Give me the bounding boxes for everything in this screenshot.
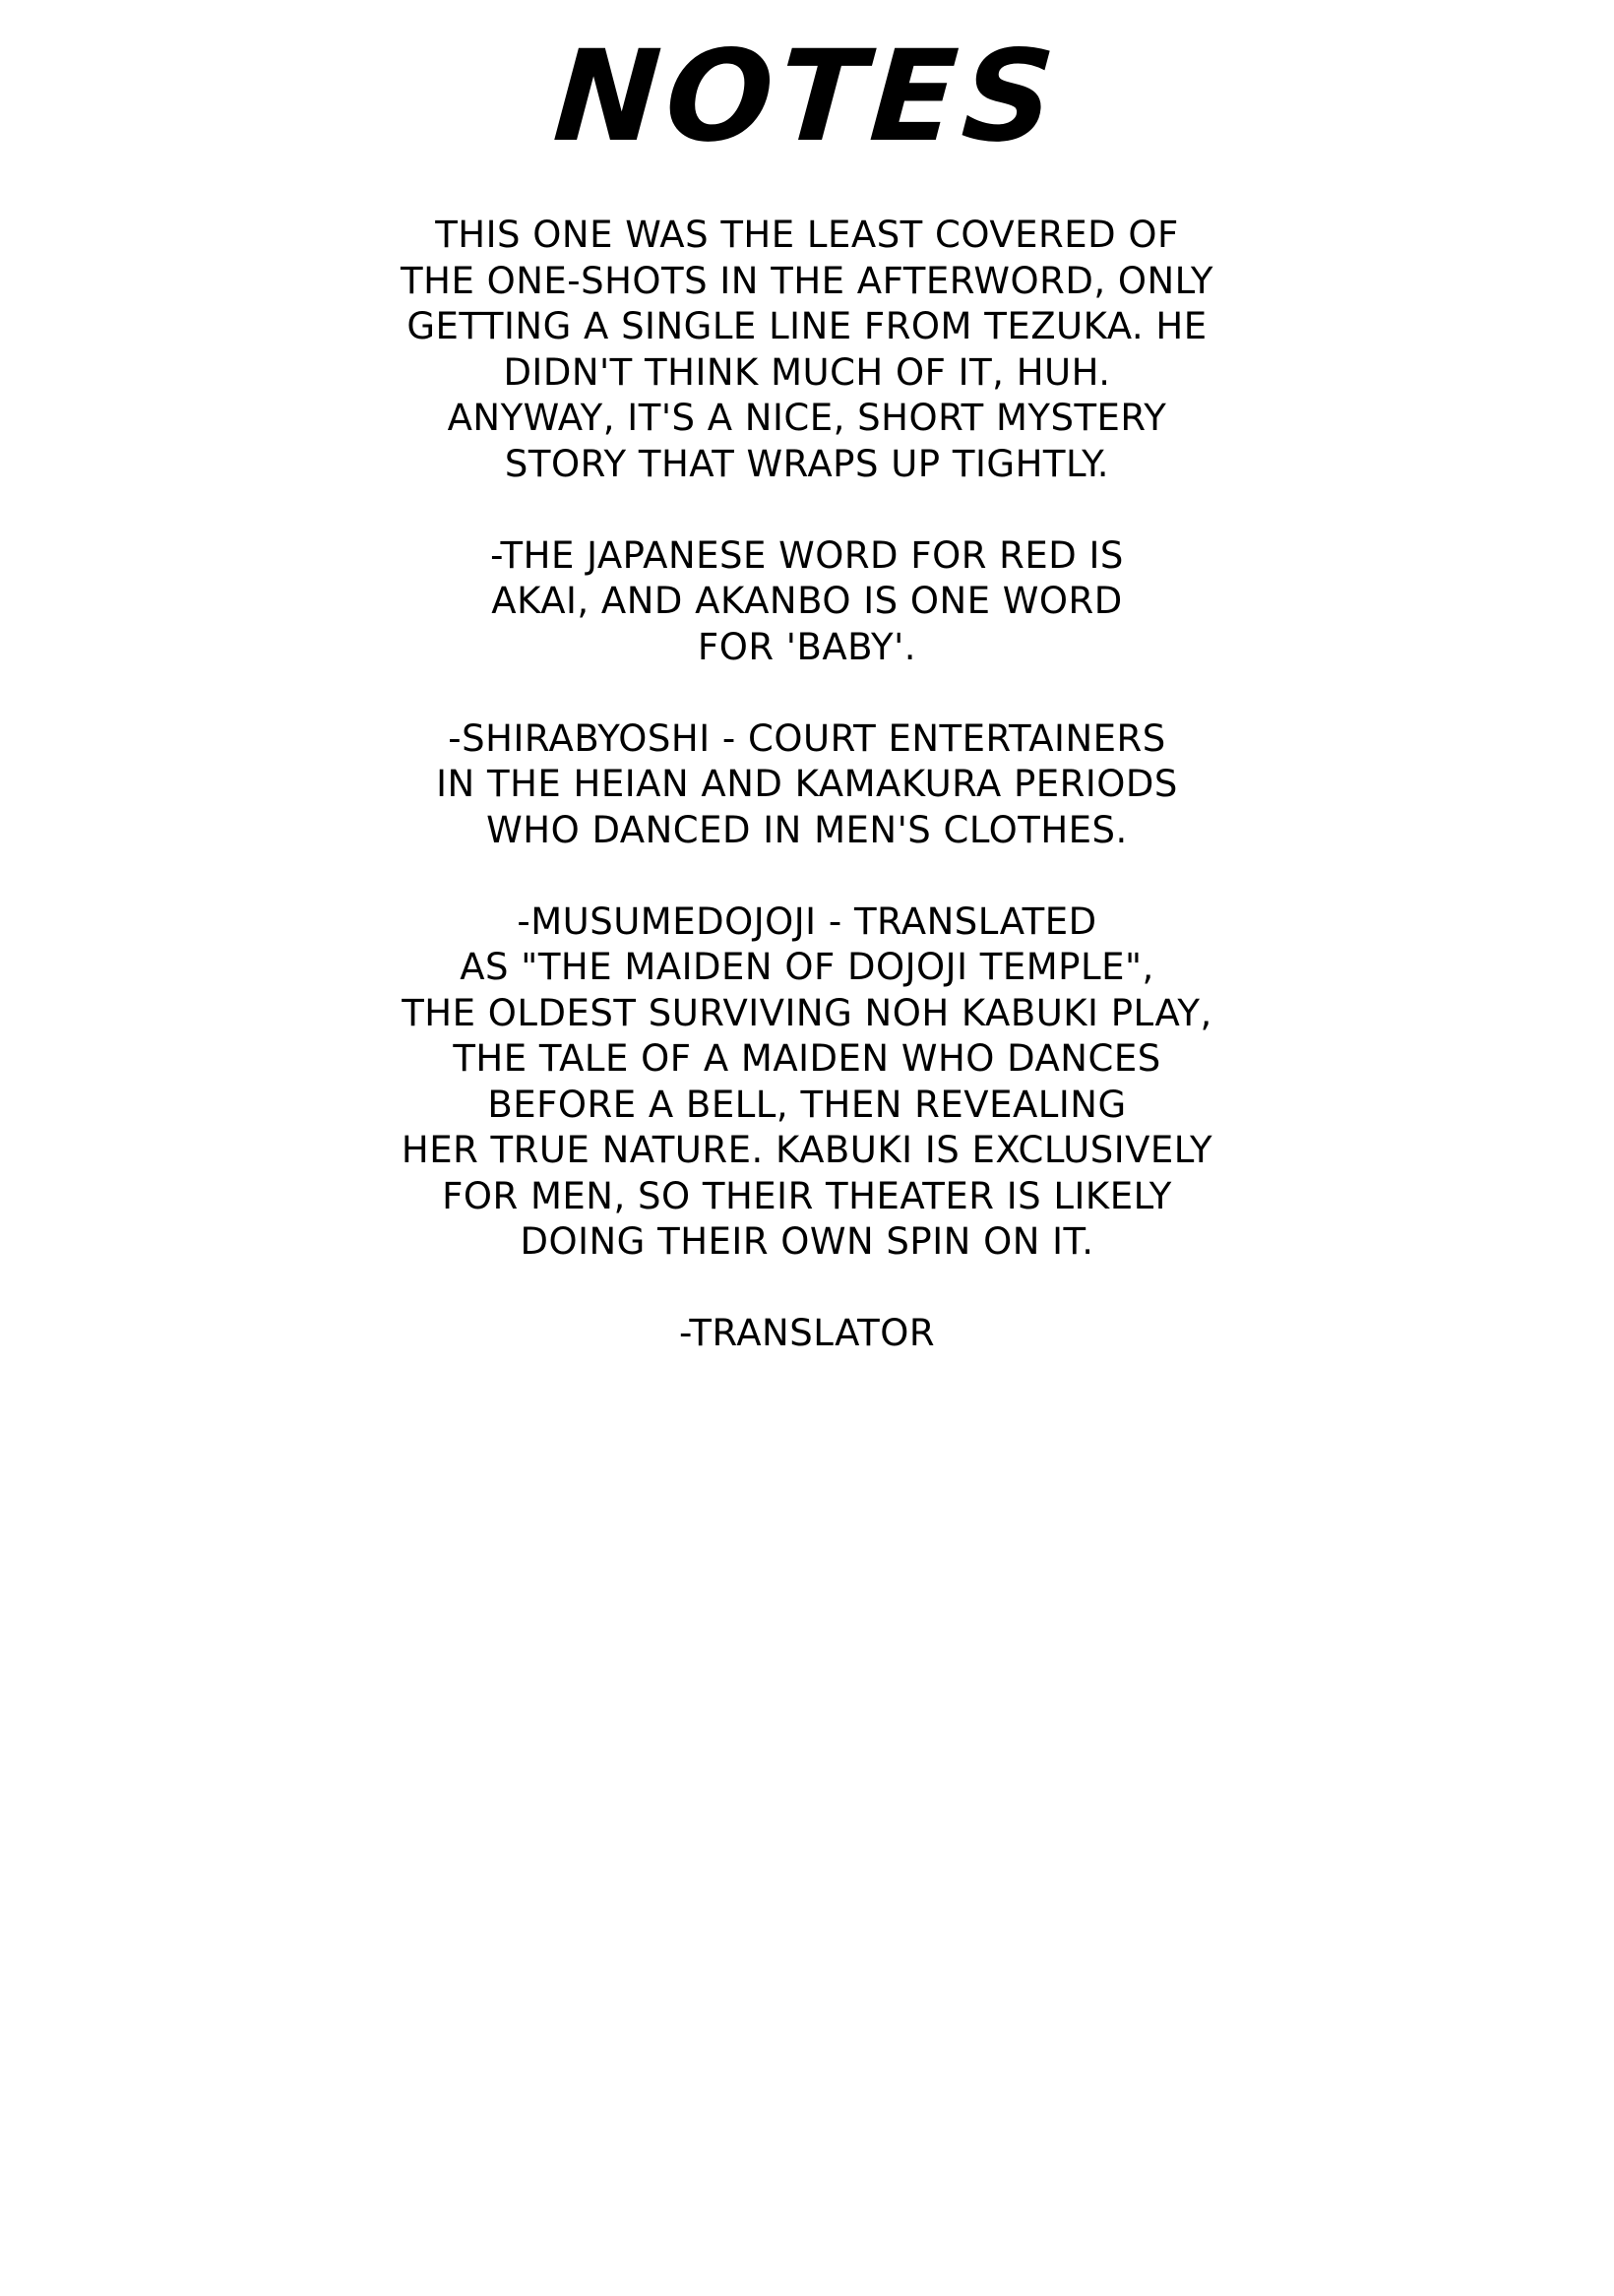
translator-signature <box>295 1311 1319 1357</box>
note-line: THE ONE-SHOTS IN THE AFTERWORD, ONLY <box>401 259 1213 302</box>
note-line: BEFORE A BELL, THEN REVEALING <box>487 1083 1127 1126</box>
note-line: THE TALE OF A MAIDEN WHO DANCES <box>453 1037 1161 1080</box>
note-line: -SHIRABYOSHI - COURT ENTERTAINERS <box>448 716 1166 760</box>
note-line: GETTING A SINGLE LINE FROM TEZUKA. HE <box>406 305 1208 347</box>
note-line: -MUSUMEDOJOJI - TRANSLATED <box>517 900 1097 943</box>
note-line: AS "THE MAIDEN OF DOJOJI TEMPLE", <box>460 946 1154 988</box>
note-line: STORY THAT WRAPS UP TIGHTLY. <box>504 442 1110 485</box>
note-line: THIS ONE WAS THE LEAST COVERED OF <box>435 214 1179 256</box>
note-line: -TRANSLATOR <box>678 1312 936 1354</box>
note-line: FOR 'BABY'. <box>697 625 917 668</box>
note-line: FOR MEN, SO THEIR THEATER IS LIKELY <box>442 1174 1172 1217</box>
note-line: THE OLDEST SURVIVING NOH KABUKI PLAY, <box>402 991 1212 1034</box>
note-musumedojoji <box>295 900 1319 1266</box>
note-shirabyoshi <box>295 716 1319 854</box>
note-line: HER TRUE NATURE. KABUKI IS EXCLUSIVELY <box>401 1129 1213 1171</box>
note-line: AKAI, AND AKANBO IS ONE WORD <box>491 580 1123 622</box>
note-line: ANYWAY, IT'S A NICE, SHORT MYSTERY <box>447 397 1167 439</box>
note-intro <box>295 213 1319 487</box>
page-title: NOTES <box>549 24 1065 170</box>
note-line: WHO DANCED IN MEN'S CLOTHES. <box>486 808 1128 851</box>
note-akanbo <box>295 533 1319 671</box>
note-line: -THE JAPANESE WORD FOR RED IS <box>490 533 1124 577</box>
note-line: IN THE HEIAN AND KAMAKURA PERIODS <box>436 763 1178 805</box>
note-line: DIDN'T THINK MUCH OF IT, HUH. <box>503 350 1111 394</box>
notes-body <box>295 213 1319 1402</box>
note-line: DOING THEIR OWN SPIN ON IT. <box>520 1220 1094 1263</box>
